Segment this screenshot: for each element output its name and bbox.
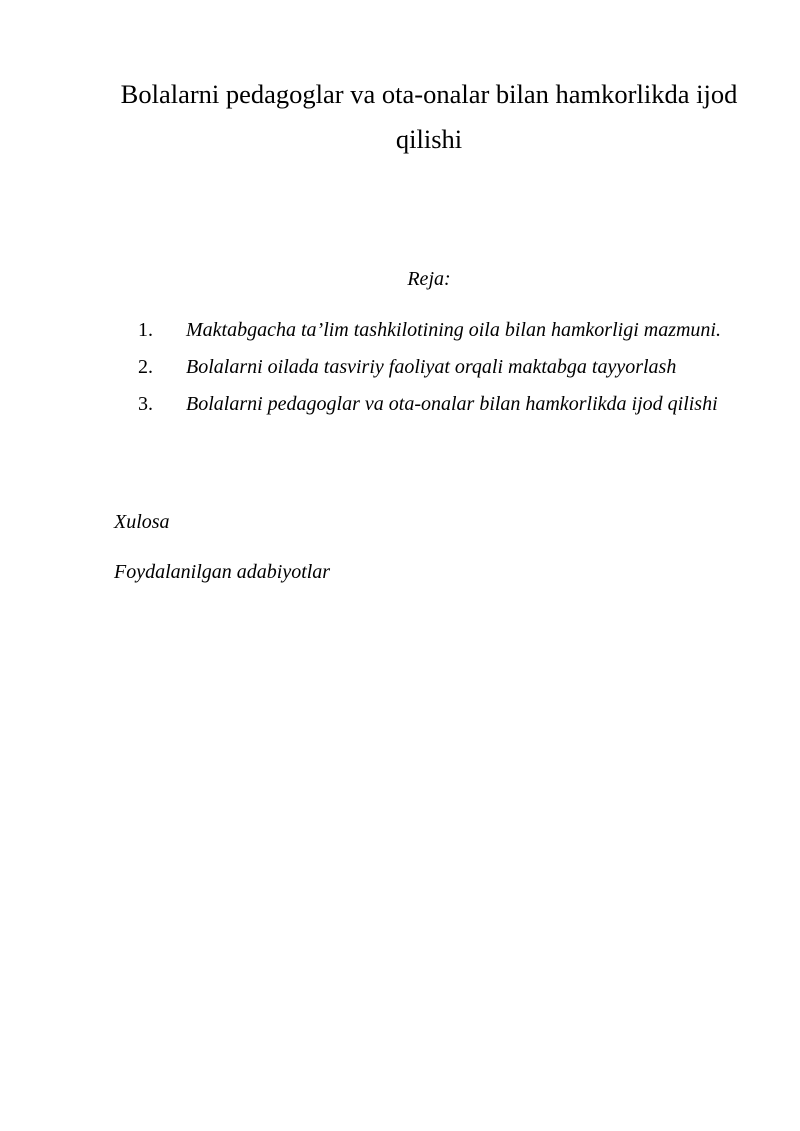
plan-item-text: Maktabgacha ta’lim tashkilotining oila bilan hamkorligi mazmuni. [186,319,721,341]
document-title: Bolalarni pedagoglar va ota-onalar bilan hamkorlikda ijod qilishi [120,79,738,154]
plan-item [114,350,741,385]
conclusion-heading: Xulosa [114,511,170,533]
references-heading: Foydalanilgan adabiyotlar [114,561,331,583]
plan-item [114,387,741,422]
plan-item-number: 1. [138,319,153,341]
plan-item-number: 2. [138,356,153,378]
plan-item [114,313,741,348]
plan-item-text: Bolalarni oilada tasviriy faoliyat orqali maktabga tayyorlash [186,356,677,378]
plan-item-number: 3. [138,393,153,415]
plan-list [114,313,741,424]
plan-heading: Reja: [407,268,451,290]
plan-item-text: Bolalarni pedagoglar va ota-onalar bilan hamkorlikda ijod qilishi [186,393,718,415]
